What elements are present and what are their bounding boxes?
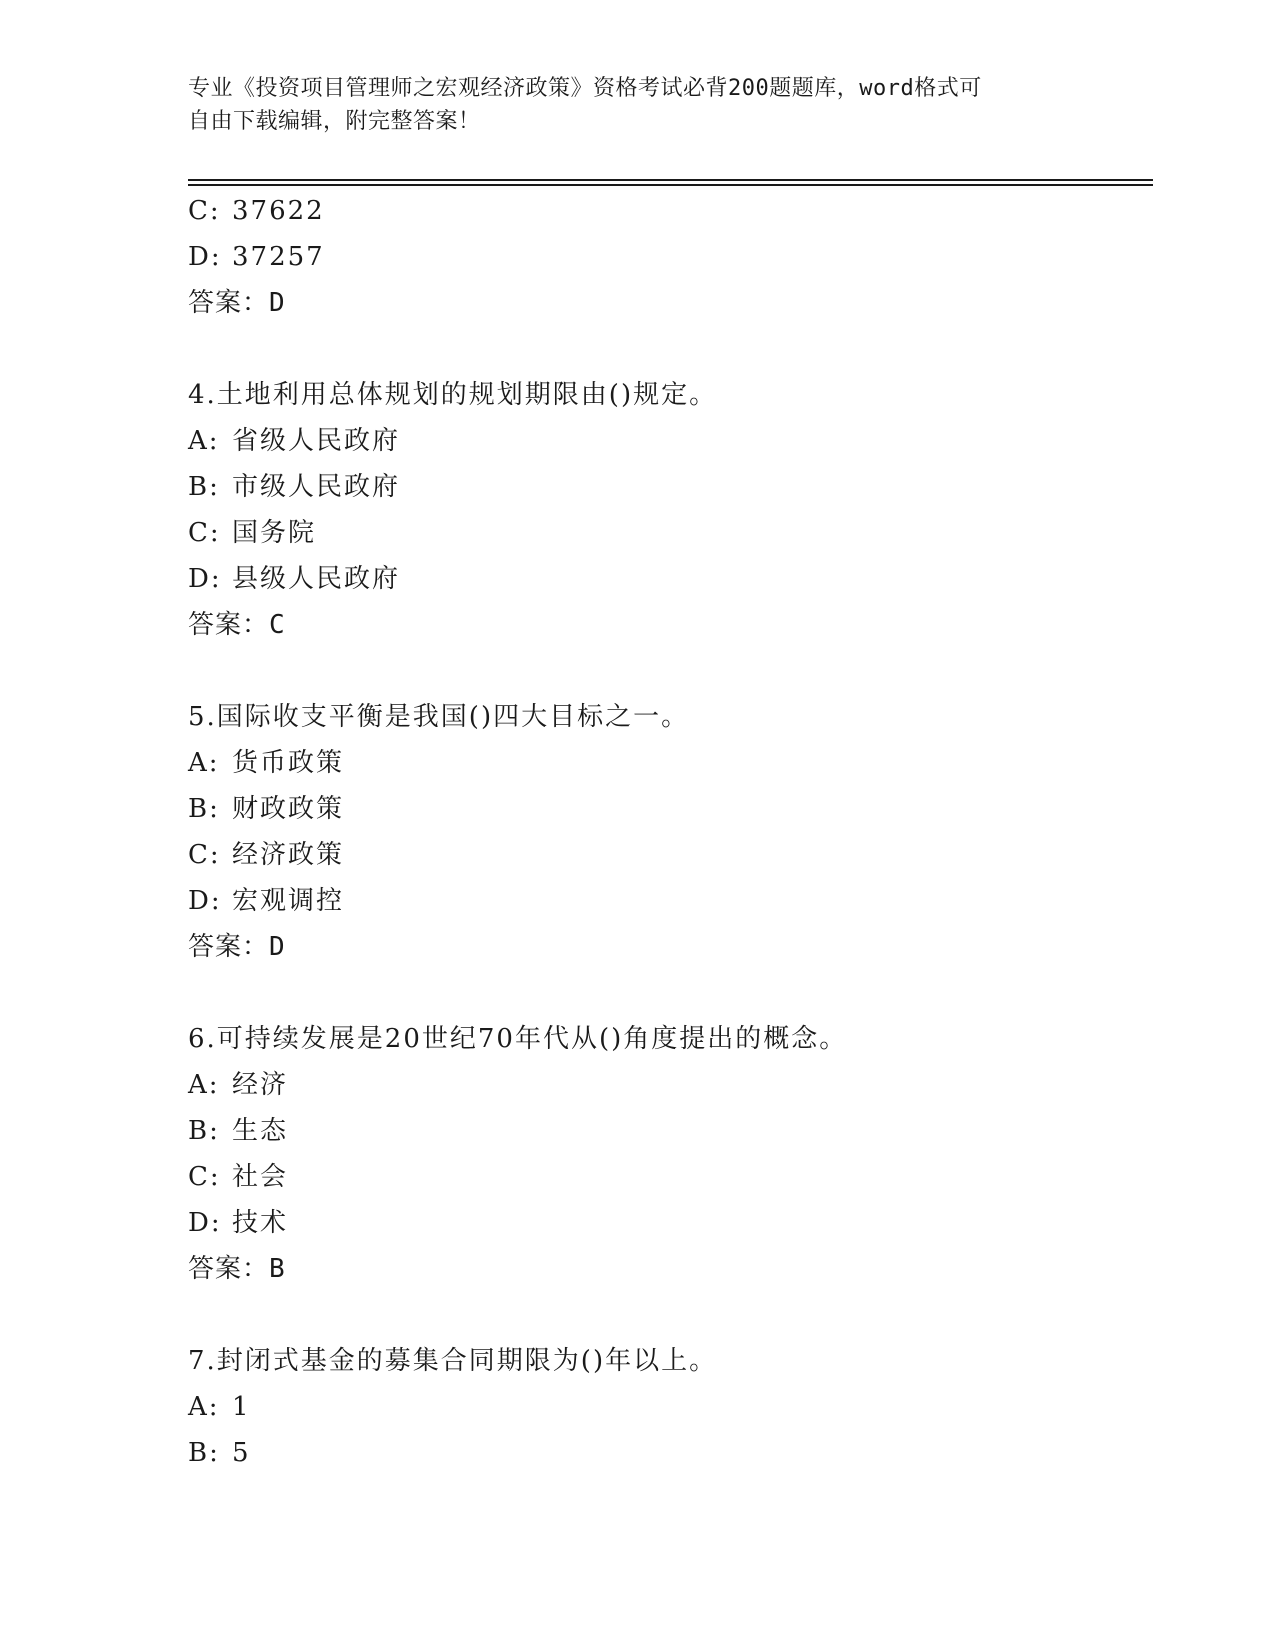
option-d xyxy=(188,556,1153,602)
option-d xyxy=(188,234,1153,280)
question-stem: 6.可持续发展是20世纪70年代从()角度提出的概念。 xyxy=(188,1024,848,1054)
option-letter: A: xyxy=(188,1070,220,1100)
option-d xyxy=(188,878,1153,924)
option-a xyxy=(188,1062,1153,1108)
question-stem: 4.土地利用总体规划的规划期限由()规定。 xyxy=(188,380,718,410)
header-title-line-1: 专业《投资项目管理师之宏观经济政策》资格考试必背200题题库，word格式可 xyxy=(188,76,982,101)
question-7 xyxy=(188,1338,1153,1476)
header-rule-top xyxy=(188,179,1153,181)
option-text: 37622 xyxy=(232,196,325,226)
option-letter: A: xyxy=(188,426,220,456)
option-text: 县级人民政府 xyxy=(232,564,401,594)
option-c xyxy=(188,832,1153,878)
option-text: 社会 xyxy=(232,1162,289,1192)
option-letter: C: xyxy=(188,196,221,226)
option-text: 经济 xyxy=(232,1070,289,1100)
option-a xyxy=(188,418,1153,464)
option-b xyxy=(188,464,1153,510)
document-header xyxy=(188,72,1068,138)
option-letter: D: xyxy=(188,1208,222,1238)
option-b xyxy=(188,1108,1153,1154)
option-text: 国务院 xyxy=(232,518,317,548)
question-5 xyxy=(188,694,1153,970)
option-letter: B: xyxy=(188,472,220,502)
question-6 xyxy=(188,1016,1153,1292)
answer: 答案：C xyxy=(188,610,286,640)
answer: 答案：B xyxy=(188,1254,286,1284)
option-text: 省级人民政府 xyxy=(232,426,401,456)
question-list xyxy=(188,188,1153,1476)
option-text: 1 xyxy=(232,1392,251,1422)
option-a xyxy=(188,1384,1153,1430)
option-text: 5 xyxy=(232,1438,251,1468)
answer: 答案：D xyxy=(188,288,286,318)
option-letter: C: xyxy=(188,1162,221,1192)
option-letter: D: xyxy=(188,564,222,594)
option-letter: A: xyxy=(188,1392,220,1422)
option-b xyxy=(188,1430,1153,1476)
option-text: 37257 xyxy=(232,242,325,272)
question-4 xyxy=(188,372,1153,648)
option-text: 技术 xyxy=(232,1208,289,1238)
answer: 答案：D xyxy=(188,932,286,962)
option-letter: B: xyxy=(188,794,220,824)
option-c xyxy=(188,188,1153,234)
option-letter: B: xyxy=(188,1116,220,1146)
option-letter: D: xyxy=(188,886,222,916)
header-rule-bottom xyxy=(188,184,1153,186)
option-letter: B: xyxy=(188,1438,220,1468)
option-text: 财政政策 xyxy=(232,794,345,824)
option-text: 宏观调控 xyxy=(232,886,345,916)
option-letter: C: xyxy=(188,518,221,548)
option-text: 经济政策 xyxy=(232,840,345,870)
option-letter: C: xyxy=(188,840,221,870)
option-text: 生态 xyxy=(232,1116,289,1146)
option-a xyxy=(188,740,1153,786)
option-d xyxy=(188,1200,1153,1246)
option-letter: A: xyxy=(188,748,220,778)
question-stem: 7.封闭式基金的募集合同期限为()年以上。 xyxy=(188,1346,718,1376)
question-stem: 5.国际收支平衡是我国()四大目标之一。 xyxy=(188,702,690,732)
option-letter: D: xyxy=(188,242,222,272)
option-text: 货币政策 xyxy=(232,748,345,778)
option-text: 市级人民政府 xyxy=(232,472,401,502)
header-title-line-2: 自由下载编辑，附完整答案！ xyxy=(188,109,481,134)
option-c xyxy=(188,510,1153,556)
option-b xyxy=(188,786,1153,832)
partial-question xyxy=(188,188,1153,326)
option-c xyxy=(188,1154,1153,1200)
